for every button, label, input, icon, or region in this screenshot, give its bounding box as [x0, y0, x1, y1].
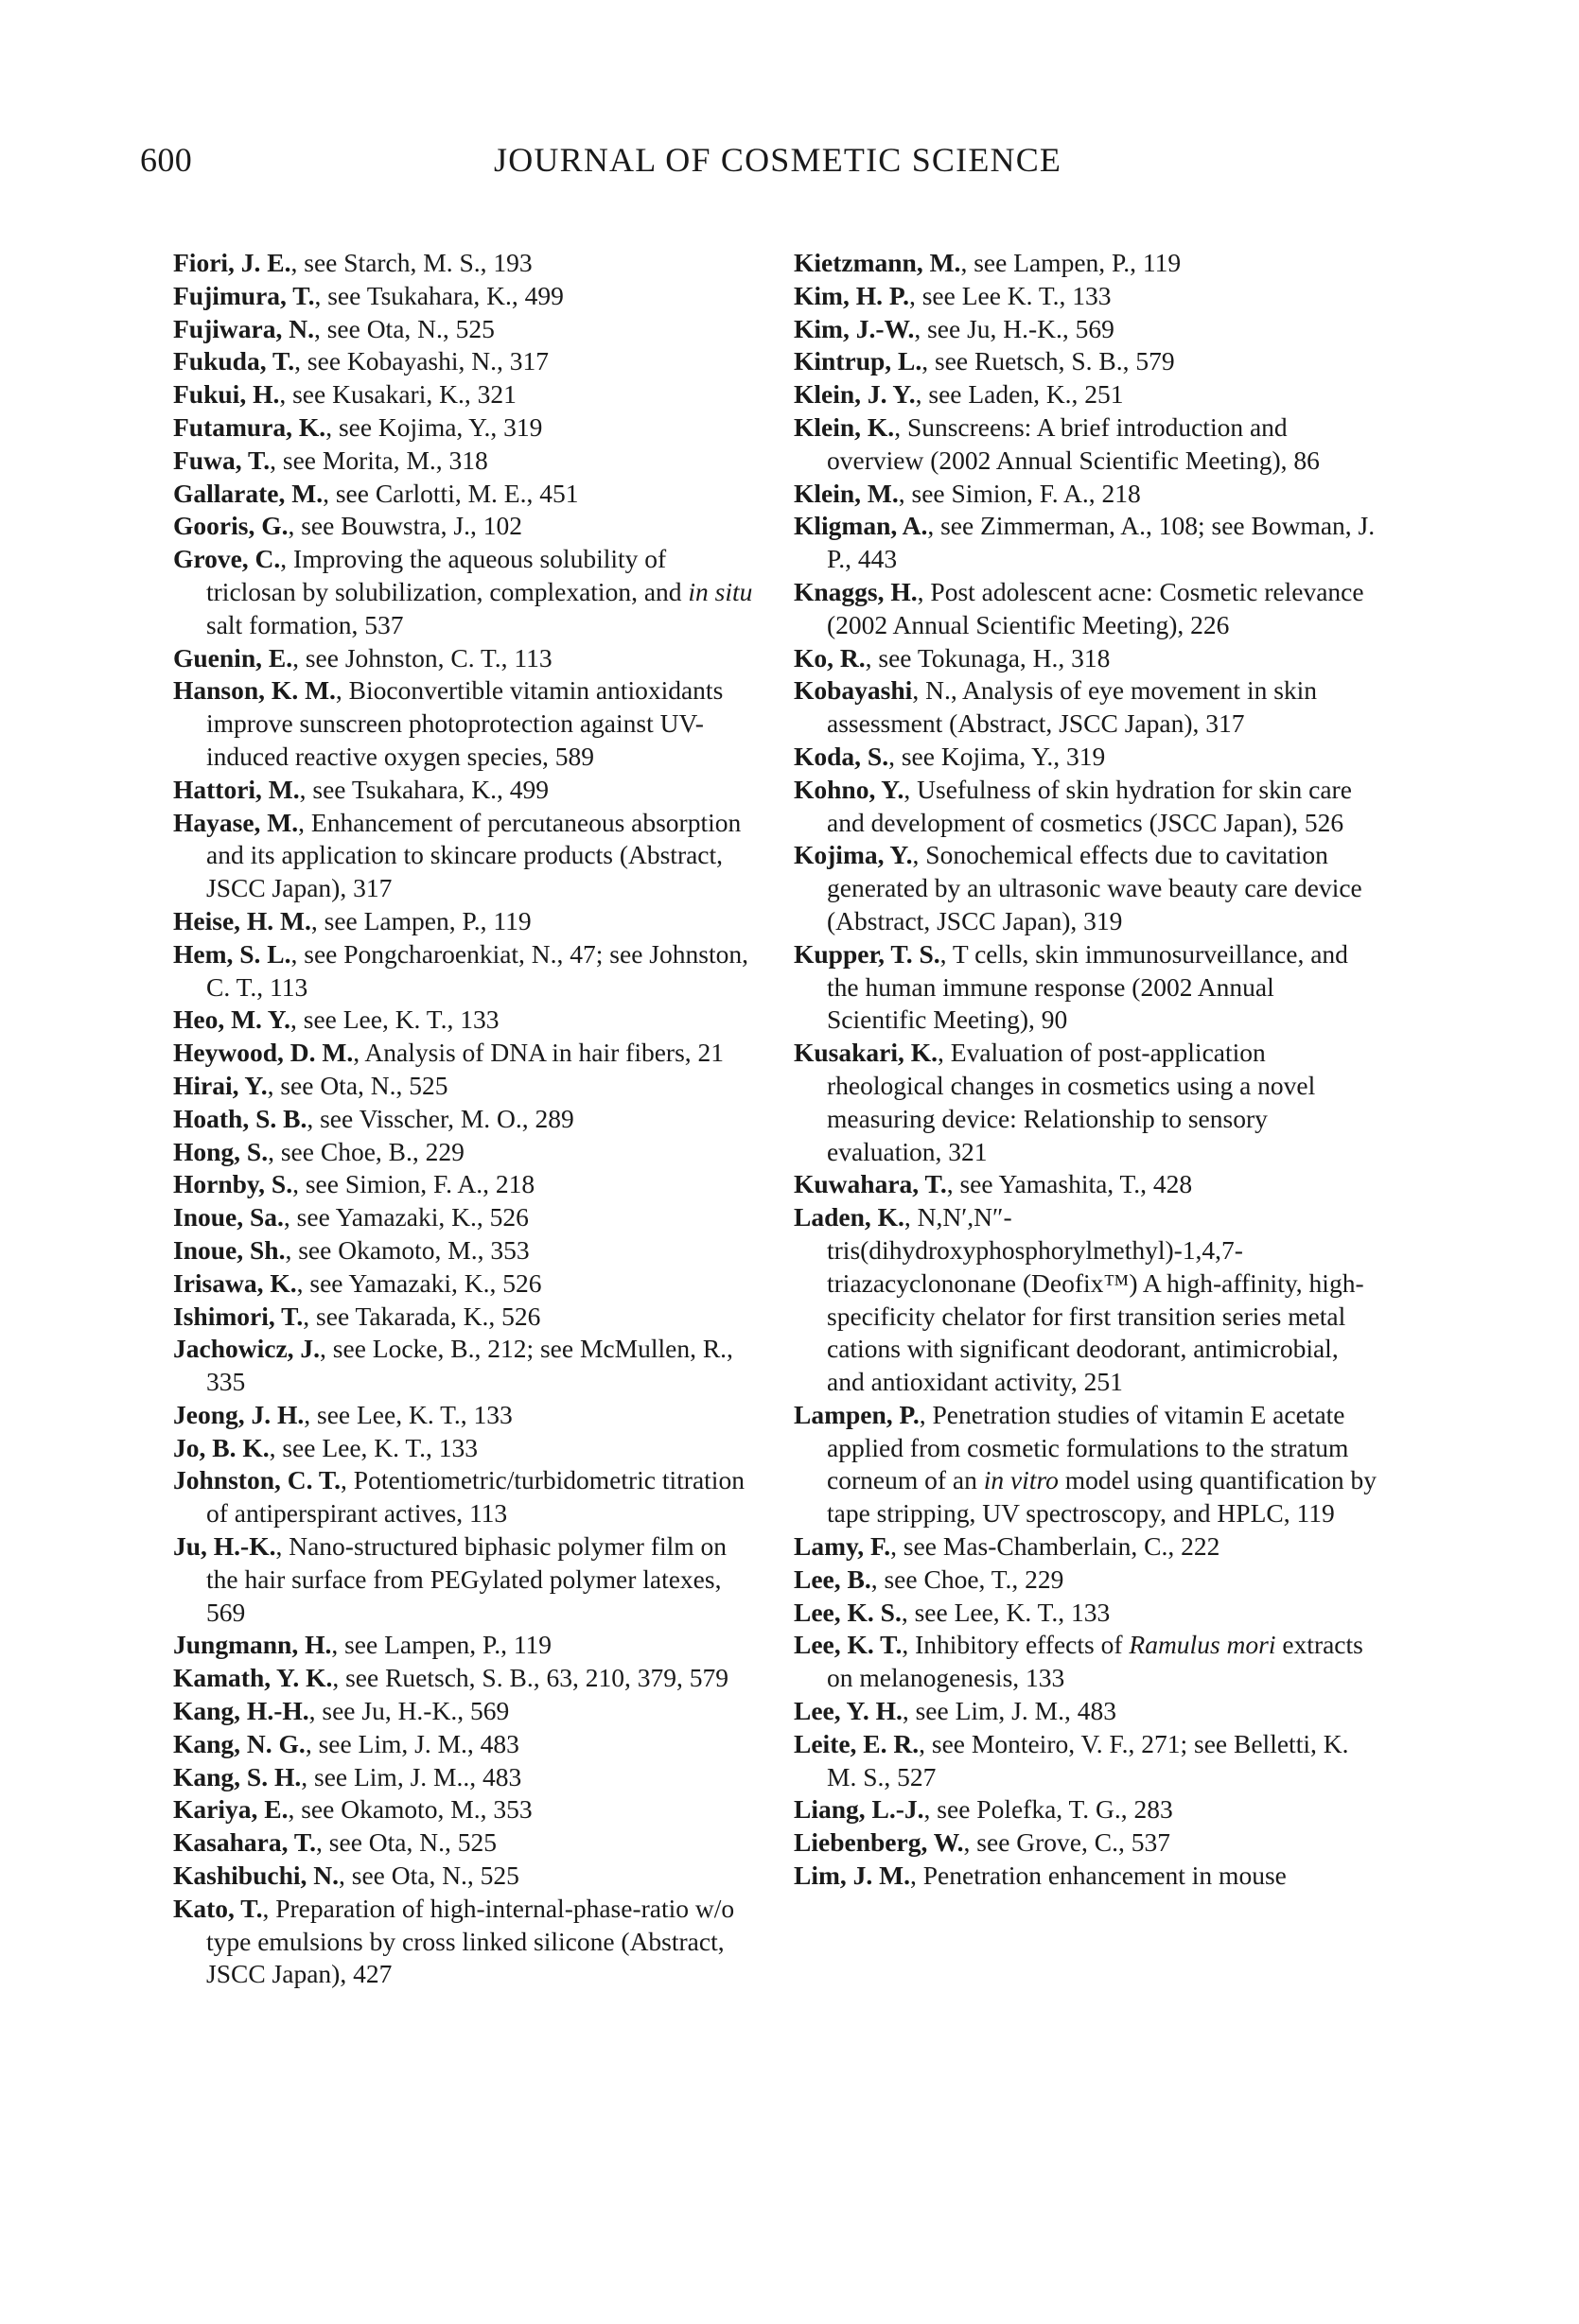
author-name: Kim, J.-W. [794, 313, 915, 343]
entry-text: , see Ruetsch, S. B., 579 [921, 346, 1175, 376]
author-name: Leite, E. R. [794, 1728, 920, 1758]
author-name: Fujimura, T. [173, 280, 315, 310]
index-entry [173, 1761, 760, 1794]
entry-text: , see Johnston, C. T., 113 [292, 642, 553, 673]
author-name: Jo, B. K. [173, 1432, 270, 1462]
page-number: 600 [140, 141, 193, 179]
entry-text: , see Ota, N., 525 [316, 1827, 497, 1858]
index-entry [173, 378, 760, 411]
index-entry [794, 378, 1380, 411]
index-entry [173, 1826, 760, 1860]
index-entry [794, 774, 1380, 840]
entry-text: , see Ota, N., 525 [339, 1861, 519, 1891]
index-entry [794, 1826, 1380, 1860]
author-name: Lamy, F. [794, 1531, 891, 1562]
index-entry [794, 345, 1380, 378]
entry-text: , Post adolescent acne: Cosmetic relevance (2002 Annual Scientific Meeting), 226 [827, 576, 1364, 639]
entry-text-continued: salt formation, 537 [206, 609, 404, 639]
author-name: Lee, Y. H. [794, 1696, 903, 1726]
author-name: Klein, K. [794, 411, 895, 442]
index-entry [173, 642, 760, 675]
entry-italic-text: in situ [688, 576, 753, 606]
entry-text: , Penetration enhancement in mouse [909, 1861, 1287, 1891]
entry-text: , see Ju, H.-K., 569 [914, 313, 1114, 343]
index-entry [794, 1597, 1380, 1630]
entry-text: , Improving the aqueous solubility of triclosan by solubilization, complexation, and [206, 544, 689, 606]
author-name: Hattori, M. [173, 774, 300, 804]
author-name: Jachowicz, J. [173, 1334, 321, 1364]
entry-text: , see Lee, K. T., 133 [901, 1597, 1111, 1627]
entry-text: , N., Analysis of eye movement in skin assessment (Abstract, JSCC Japan), 317 [827, 675, 1318, 739]
index-entry [794, 1793, 1380, 1826]
index-entry [794, 1530, 1380, 1564]
entry-text: , see Lim, J. M., 483 [305, 1728, 519, 1758]
index-entry [173, 1103, 760, 1136]
index-entry [794, 1201, 1380, 1399]
author-name: Ishimori, T. [173, 1301, 304, 1331]
entry-italic-text: Ramulus mori [1129, 1630, 1276, 1660]
author-name: Kamath, Y. K. [173, 1663, 333, 1693]
entry-text: , see Polefka, T. G., 283 [923, 1794, 1173, 1825]
index-entry [173, 445, 760, 478]
author-name: Hornby, S. [173, 1169, 293, 1199]
index-entry [173, 1860, 760, 1893]
author-name: Lampen, P. [794, 1399, 920, 1429]
entry-text: , T cells, skin immunosurveillance, and the human immune response (2002 Annual Scientific Meeting), 90 [827, 938, 1348, 1035]
author-name: Kuwahara, T. [794, 1169, 947, 1199]
entry-text: , Inhibitory effects of [902, 1630, 1130, 1660]
index-entry [794, 1168, 1380, 1201]
entry-text: , see Monteiro, V. F., 271; see Belletti, K. M. S., 527 [827, 1728, 1349, 1791]
index-entry [794, 839, 1380, 937]
journal-title: JOURNAL OF COSMETIC SCIENCE [494, 141, 1062, 179]
entry-text: , see Choe, B., 229 [268, 1136, 465, 1166]
entry-text: , see Mas-Chamberlain, C., 222 [890, 1531, 1220, 1562]
entry-text: , see Lampen, P., 119 [310, 905, 532, 935]
entry-text: , see Simion, F. A., 218 [898, 478, 1141, 508]
entry-text: , see Choe, T., 229 [870, 1564, 1064, 1594]
author-name: Hanson, K. M. [173, 675, 336, 706]
index-entry [173, 1267, 760, 1301]
index-entry [173, 1662, 760, 1695]
entry-text: , see Ruetsch, S. B., 63, 210, 379, 579 [332, 1663, 728, 1693]
index-entry [794, 510, 1380, 576]
index-entry [794, 1695, 1380, 1728]
entry-text: , Enhancement of percutaneous absorption and its application to skincare products (Abstract, JSCC Japan), 317 [206, 807, 742, 903]
index-entry [173, 345, 760, 378]
entry-text: , see Tsukahara, K., 499 [299, 774, 549, 804]
entry-text: , Nano-structured biphasic polymer film on the hair surface from PEGylated polymer latexes, 569 [206, 1531, 728, 1627]
entry-text: , see Okamoto, M., 353 [288, 1794, 533, 1825]
entry-text: , see Carlotti, M. E., 451 [323, 478, 579, 508]
entry-text: , Bioconvertible vitamin antioxidants improve sunscreen photoprotection against UV-induced reactive oxygen species, 589 [206, 675, 724, 771]
author-name: Fukuda, T. [173, 346, 295, 376]
entry-text: , see Ju, H.-K., 569 [308, 1696, 510, 1726]
author-name: Kasahara, T. [173, 1827, 317, 1858]
author-name: Klein, M. [794, 478, 899, 508]
author-name: Fujiwara, N. [173, 313, 314, 343]
author-name: Lee, B. [794, 1564, 871, 1594]
index-entry [794, 280, 1380, 313]
author-name: Liang, L.-J. [794, 1794, 924, 1825]
entry-text: , see Lee, K. T., 133 [290, 1005, 500, 1035]
index-entry [173, 280, 760, 313]
author-name: Lim, J. M. [794, 1861, 910, 1891]
author-name: Heywood, D. M. [173, 1038, 354, 1068]
entry-text: , see Grove, C., 537 [963, 1827, 1170, 1858]
entry-text: , see Morita, M., 318 [270, 445, 488, 475]
entry-text: , Penetration studies of vitamin E acetate applied from cosmetic formulations to the stratum corneum of an [827, 1399, 1349, 1495]
author-name: Kato, T. [173, 1893, 263, 1923]
author-name: Kupper, T. S. [794, 938, 940, 969]
author-name: Liebenberg, W. [794, 1827, 964, 1858]
entry-text: , see Lampen, P., 119 [960, 248, 1182, 277]
index-entry [794, 576, 1380, 642]
author-name: Fiori, J. E. [173, 248, 291, 277]
author-name: Kojima, Y. [794, 840, 913, 870]
entry-text: , see Lee K. T., 133 [908, 280, 1112, 310]
author-name: Kashibuchi, N. [173, 1861, 339, 1891]
entry-text: , see Bouwstra, J., 102 [288, 511, 522, 541]
author-name: Kim, H. P. [794, 280, 909, 310]
author-name: Inoue, Sh. [173, 1234, 286, 1265]
entry-text: , see Okamoto, M., 353 [285, 1234, 530, 1265]
index-entry [173, 411, 760, 445]
author-name: Kang, H.-H. [173, 1696, 309, 1726]
entry-text: , Sunscreens: A brief introduction and overview (2002 Annual Scientific Meeting), 86 [827, 411, 1320, 475]
author-name: Kintrup, L. [794, 346, 922, 376]
index-entry [173, 510, 760, 543]
entry-text: , see Kojima, Y., 319 [888, 741, 1106, 771]
author-name: Fuwa, T. [173, 445, 271, 475]
author-name: Kariya, E. [173, 1794, 289, 1825]
entry-text: , see Lim, J. M., 483 [902, 1696, 1116, 1726]
index-entry [173, 1530, 760, 1629]
index-column-left [173, 247, 760, 1991]
index-entry [173, 1464, 760, 1530]
entry-text: , see Laden, K., 251 [915, 379, 1124, 410]
index-entry [173, 1301, 760, 1334]
entry-text: , see Yamashita, T., 428 [946, 1169, 1193, 1199]
entry-text: , Analysis of DNA in hair fibers, 21 [353, 1038, 725, 1068]
author-name: Ju, H.-K. [173, 1531, 276, 1562]
author-name: Lee, K. T. [794, 1630, 903, 1660]
index-entry [794, 674, 1380, 741]
entry-text: , see Tokunaga, H., 318 [865, 642, 1111, 673]
index-entry [173, 1037, 760, 1070]
entry-text: , see Tsukahara, K., 499 [314, 280, 564, 310]
index-entry [173, 774, 760, 807]
index-entry [794, 1399, 1380, 1530]
entry-text: , see Ota, N., 525 [313, 313, 495, 343]
entry-text: , see Simion, F. A., 218 [292, 1169, 535, 1199]
entry-text: , see Lampen, P., 119 [331, 1630, 553, 1660]
index-entry [794, 247, 1380, 280]
author-name: Klein, J. Y. [794, 379, 916, 410]
entry-text: , see Kobayashi, N., 317 [294, 346, 549, 376]
index-entry [794, 1629, 1380, 1695]
entry-text: , see Visscher, M. O., 289 [307, 1103, 574, 1133]
index-entry [173, 1201, 760, 1234]
entry-text: , Preparation of high-internal-phase-ratio w/o type emulsions by cross linked silicone (Abstract, JSCC Japan), 427 [206, 1893, 735, 1989]
author-name: Irisawa, K. [173, 1267, 297, 1298]
author-name: Gallarate, M. [173, 478, 324, 508]
index-entry [173, 1399, 760, 1432]
author-name: Jungmann, H. [173, 1630, 332, 1660]
index-entry [794, 1728, 1380, 1794]
entry-text: , Sonochemical effects due to cavitation generated by an ultrasonic wave beauty care device (Abstract, JSCC Japan), 319 [827, 840, 1362, 935]
index-entry [173, 313, 760, 346]
entry-text: , see Lee, K. T., 133 [304, 1399, 513, 1429]
index-entry [173, 938, 760, 1005]
author-name: Kohno, Y. [794, 774, 904, 804]
author-name: Jeong, J. H. [173, 1399, 305, 1429]
entry-text: , see Yamazaki, K., 526 [296, 1267, 542, 1298]
index-entry [173, 1432, 760, 1465]
author-name: Kang, S. H. [173, 1761, 302, 1791]
index-entry [794, 478, 1380, 511]
entry-text: , Potentiometric/turbidometric titration of antiperspirant actives, 113 [206, 1465, 745, 1529]
index-column-right [794, 247, 1380, 1893]
entry-text: , see Lee, K. T., 133 [269, 1432, 479, 1462]
index-entry [173, 1136, 760, 1169]
running-header [140, 140, 1427, 187]
index-entry [173, 1695, 760, 1728]
entry-text: , see Yamazaki, K., 526 [283, 1202, 529, 1232]
index-entry [794, 1564, 1380, 1597]
author-name: Kietzmann, M. [794, 248, 961, 277]
index-entry [794, 313, 1380, 346]
author-name: Grove, C. [173, 544, 281, 574]
entry-text: , Usefulness of skin hydration for skin care and development of cosmetics (JSCC Japan), 526 [827, 774, 1352, 837]
author-name: Koda, S. [794, 741, 889, 771]
index-entry [794, 642, 1380, 675]
author-name: Heise, H. M. [173, 905, 311, 935]
index-entry [173, 543, 760, 641]
author-name: Futamura, K. [173, 411, 326, 442]
index-entry [173, 905, 760, 938]
author-name: Inoue, Sa. [173, 1202, 284, 1232]
index-entry [173, 478, 760, 511]
entry-text: , see Ota, N., 525 [267, 1070, 448, 1100]
author-name: Ko, R. [794, 642, 866, 673]
index-entry [173, 1168, 760, 1201]
author-name: Johnston, C. T. [173, 1465, 342, 1495]
entry-text: , see Pongcharoenkiat, N., 47; see Johnston, C. T., 113 [206, 938, 748, 1002]
index-entry [173, 1234, 760, 1267]
entry-text: , see Zimmerman, A., 108; see Bowman, J. P., 443 [827, 511, 1376, 574]
author-name: Hong, S. [173, 1136, 269, 1166]
author-name: Heo, M. Y. [173, 1005, 290, 1035]
index-entry [173, 1728, 760, 1761]
index-entry [173, 1629, 760, 1662]
entry-text: , see Kojima, Y., 319 [325, 411, 543, 442]
author-name: Kligman, A. [794, 511, 928, 541]
index-entry [173, 1793, 760, 1826]
author-name: Hirai, Y. [173, 1070, 268, 1100]
author-name: Hoath, S. B. [173, 1103, 307, 1133]
author-name: Kang, N. G. [173, 1728, 306, 1758]
index-entry [173, 1893, 760, 1991]
entry-text-continued: model using quantification by tape stripping, UV spectroscopy, and HPLC, 119 [827, 1465, 1377, 1529]
index-entry [173, 247, 760, 280]
author-name: Laden, K. [794, 1202, 904, 1232]
index-entry [173, 1333, 760, 1399]
index-entry [794, 1860, 1380, 1893]
author-name: Fukui, H. [173, 379, 280, 410]
index-entry [794, 411, 1380, 478]
index-entry [794, 741, 1380, 774]
index-entry [173, 1070, 760, 1103]
author-name: Hayase, M. [173, 807, 299, 837]
author-name: Hem, S. L. [173, 938, 291, 969]
author-name: Lee, K. S. [794, 1597, 902, 1627]
entry-text: , N,N′,N″-tris(dihydroxyphosphorylmethyl)-1,4,7-triazacyclononane (Deofix™) A high-affinity, high-specificity chelator for first transition series metal cations with significant deodorant, antimicrobial, and antioxidant activity, 251 [827, 1202, 1364, 1397]
entry-text: , see Takarada, K., 526 [303, 1301, 541, 1331]
entry-text: , see Kusakari, K., 321 [279, 379, 517, 410]
author-name: Knaggs, H. [794, 576, 918, 606]
index-entry [173, 1004, 760, 1037]
entry-text: , Evaluation of post-application rheological changes in cosmetics using a novel measuring device: Relationship to sensory evaluation, 321 [827, 1038, 1316, 1166]
author-name: Gooris, G. [173, 511, 289, 541]
entry-text-continued: extracts on melanogenesis, 133 [827, 1630, 1363, 1693]
author-name: Guenin, E. [173, 642, 293, 673]
author-name: Kusakari, K. [794, 1038, 939, 1068]
index-entry [173, 674, 760, 773]
entry-text: , see Lim, J. M.., 483 [301, 1761, 522, 1791]
index-entry [794, 1037, 1380, 1168]
author-name: Kobayashi [794, 675, 913, 706]
entry-text: , see Locke, B., 212; see McMullen, R., 335 [206, 1334, 733, 1397]
entry-text: , see Starch, M. S., 193 [290, 248, 533, 277]
index-entry [794, 938, 1380, 1037]
entry-italic-text: in vitro [983, 1465, 1059, 1495]
index-entry [173, 807, 760, 905]
